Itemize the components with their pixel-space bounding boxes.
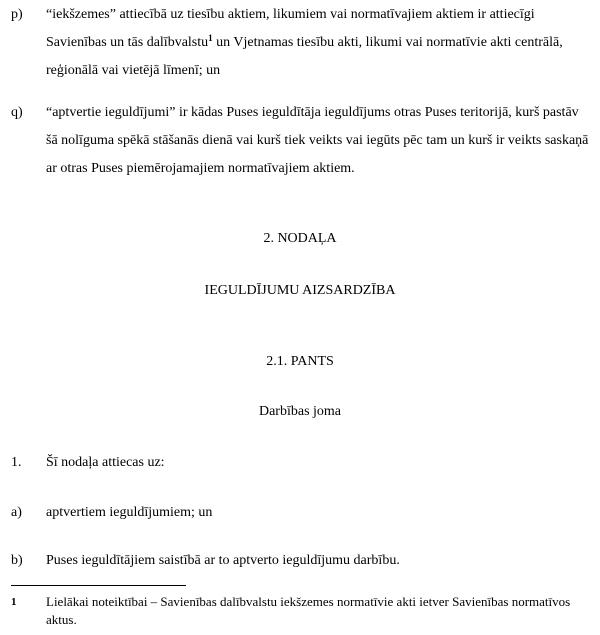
article-title: Darbības joma (258, 404, 342, 419)
footnote (11, 593, 593, 629)
list-marker: a) (11, 505, 22, 520)
paragraph-p (11, 1, 593, 85)
paragraph-text-part: “iekšzemes” attiecībā uz tiesību aktiem, likumiem vai normatīvajiem aktiem ir attiecīgi Savienības un tās dalībvalstu (46, 7, 535, 50)
footnote-text: Lielākai noteiktībai – Savienības dalībvalstu iekšzemes normatīvie akti ietver Savienības normatīvos aktus. (46, 594, 571, 627)
list-item-text: aptvertiem ieguldījumiem; un (46, 505, 213, 520)
footnote-marker: 1 (11, 596, 17, 608)
list-marker: b) (11, 553, 23, 568)
list-item-text: Šī nodaļa attiecas uz: (46, 455, 165, 470)
paragraph-marker: p) (11, 7, 23, 22)
chapter-number: 2. NODAĻA (263, 231, 337, 246)
paragraph-q (11, 99, 593, 183)
list-item-a (11, 503, 593, 523)
chapter-title: IEGULDĪJUMU AIZSARDZĪBA (204, 283, 396, 298)
paragraph-marker: q) (11, 105, 23, 120)
article-number: 2.1. PANTS (266, 354, 334, 369)
footnote-divider (11, 585, 186, 586)
footnote-reference[interactable]: 1 (208, 33, 213, 43)
paragraph-text (46, 1, 593, 85)
paragraph-text: “aptvertie ieguldījumi” ir kādas Puses ieguldītāja ieguldījums otras Puses teritorijā, kurš pastāv šā nolīguma spēkā stāšanās dienā vai kurš tiek veikts vai iegūts pēc tam un kurš ir veikts saskaņā ar otras Puses piemērojamajiem normatīvajiem aktiem. (46, 105, 589, 176)
list-item-1 (11, 453, 593, 473)
list-marker: 1. (11, 455, 22, 470)
list-item-text: Puses ieguldītājiem saistībā ar to aptverto ieguldījumu darbību. (46, 553, 400, 568)
list-item-b (11, 551, 593, 571)
paragraph-text-part: un Vjetnamas tiesību akti, likumi vai normatīvie akti centrālā, reģionālā vai vietējā līmenī; un (46, 35, 563, 78)
